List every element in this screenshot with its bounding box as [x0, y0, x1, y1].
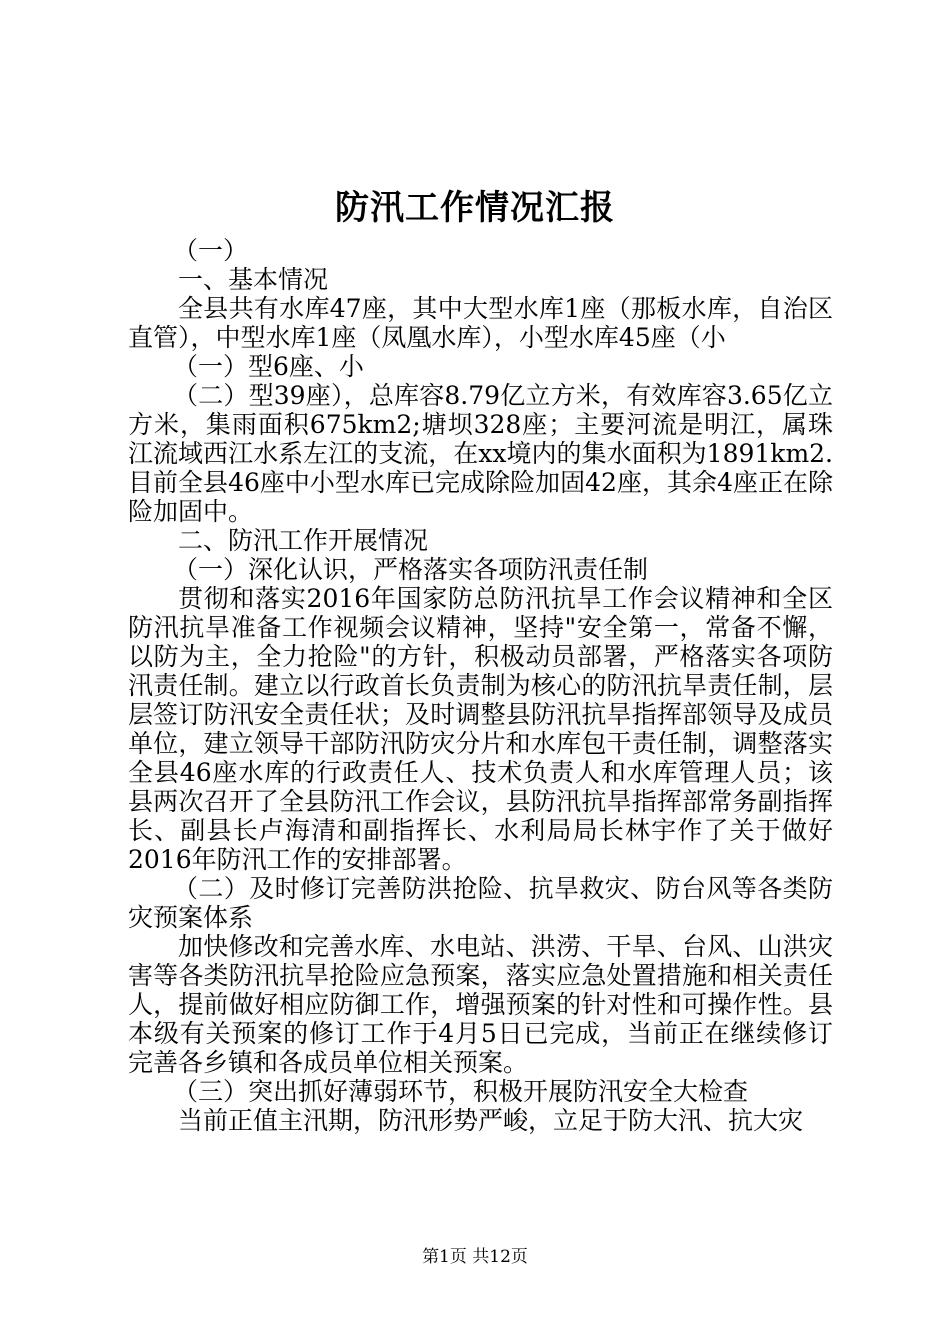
subsection-heading: （二）及时修订完善防洪抢险、抗旱救灾、防台风等各类防灾预案体系 [128, 874, 833, 932]
subsection-heading: （一）深化认识，严格落实各项防汛责任制 [173, 555, 649, 584]
page-number: 第1页 共12页 [422, 1247, 528, 1267]
paragraph: 全县共有水库47座，其中大型水库1座（那板水库，自治区直管），中型水库1座（凤凰水库），小型水库45座（小 [128, 294, 833, 352]
page-title: 防汛工作情况汇报 [335, 188, 615, 228]
paragraph: （一）型6座、小 [173, 352, 364, 381]
section-heading: 二、防汛工作开展情况 [178, 526, 429, 555]
subsection-heading: （三）突出抓好薄弱环节，积极开展防汛安全大检查 [173, 1077, 749, 1106]
paragraph: 贯彻和落实2016年国家防总防汛抗旱工作会议精神和全区防汛抗旱准备工作视频会议精神，坚持"安全第一，常备不懈，以防为主，全力抢险"的方针，积极动员部署，严格落实各项防汛责任制。建立以行政首长负责制为核心的防汛抗旱责任制，层层签订防汛安全责任状；及时调整县防汛抗旱指挥部领导及成员单位，建立领导干部防汛防灾分片和水库包干责任制，调整落实全县46座水库的行政责任人、技术负责人和水库管理人员；该县两次召开了全县防汛工作会议，县防汛抗旱指挥部常务副指挥长、副县长卢海清和副指挥长、水利局局长林宇作了关于做好2016年防汛工作的安排部署。 [128, 584, 833, 874]
paragraph: 当前正值主汛期，防汛形势严峻，立足于防大汛、抗大灾 [178, 1106, 804, 1135]
paragraph: （二）型39座），总库容8.79亿立方米，有效库容3.65亿立方米，集雨面积675km2;塘坝328座；主要河流是明江，属珠江流域西江水系左江的支流，在xx境内的集水面积为1891km2.目前全县46座中小型水库已完成除险加固42座，其余4座正在除险加固中。 [128, 381, 833, 526]
document-body [128, 236, 833, 1135]
paragraph: 加快修改和完善水库、水电站、洪涝、干旱、台风、山洪灾害等各类防汛抗旱抢险应急预案，落实应急处置措施和相关责任人，提前做好相应防御工作，增强预案的针对性和可操作性。县本级有关预案的修订工作于4月5日已完成，当前正在继续修订完善各乡镇和各成员单位相关预案。 [128, 932, 833, 1077]
paragraph: （一） [173, 236, 249, 265]
section-heading: 一、基本情况 [178, 265, 329, 294]
